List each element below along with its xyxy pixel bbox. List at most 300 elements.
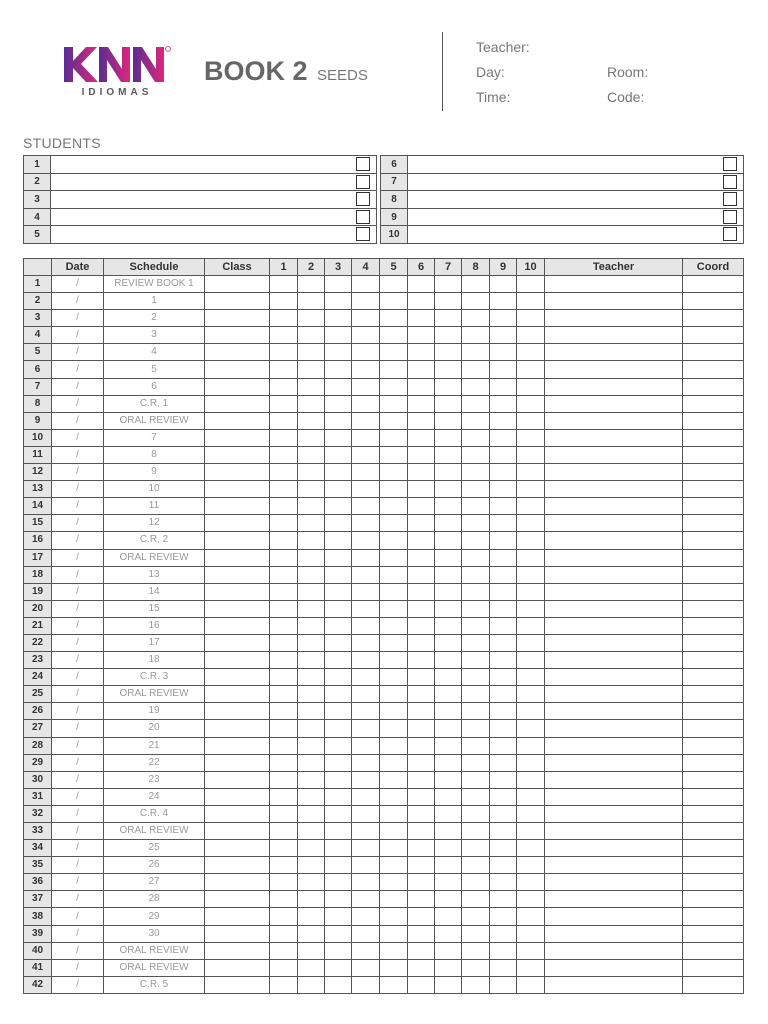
- student-7-attendance-cell[interactable]: [435, 754, 462, 771]
- student-4-attendance-cell[interactable]: [352, 669, 380, 686]
- teacher-cell[interactable]: [545, 959, 683, 976]
- coord-cell[interactable]: [683, 703, 744, 720]
- student-5-attendance-cell[interactable]: [380, 583, 408, 600]
- student-4-attendance-cell[interactable]: [352, 310, 380, 327]
- teacher-cell[interactable]: [545, 771, 683, 788]
- coord-cell[interactable]: [683, 429, 744, 446]
- date-cell[interactable]: /: [52, 720, 104, 737]
- student-6-attendance-cell[interactable]: [408, 276, 435, 293]
- teacher-cell[interactable]: [545, 498, 683, 515]
- coord-cell[interactable]: [683, 874, 744, 891]
- student-6-attendance-cell[interactable]: [408, 361, 435, 378]
- student-7-attendance-cell[interactable]: [435, 344, 462, 361]
- student-2-attendance-cell[interactable]: [298, 754, 325, 771]
- class-cell[interactable]: [205, 395, 270, 412]
- student-name-field[interactable]: [408, 191, 744, 209]
- class-cell[interactable]: [205, 276, 270, 293]
- student-9-attendance-cell[interactable]: [490, 395, 517, 412]
- student-name-field[interactable]: [51, 208, 377, 226]
- student-8-attendance-cell[interactable]: [462, 703, 490, 720]
- student-9-attendance-cell[interactable]: [490, 669, 517, 686]
- student-checkbox[interactable]: [356, 227, 370, 241]
- student-6-attendance-cell[interactable]: [408, 840, 435, 857]
- date-cell[interactable]: /: [52, 344, 104, 361]
- student-3-attendance-cell[interactable]: [325, 515, 352, 532]
- student-3-attendance-cell[interactable]: [325, 891, 352, 908]
- date-cell[interactable]: /: [52, 327, 104, 344]
- student-2-attendance-cell[interactable]: [298, 600, 325, 617]
- student-6-attendance-cell[interactable]: [408, 515, 435, 532]
- student-9-attendance-cell[interactable]: [490, 737, 517, 754]
- student-1-attendance-cell[interactable]: [270, 446, 298, 463]
- student-1-attendance-cell[interactable]: [270, 720, 298, 737]
- date-cell[interactable]: /: [52, 481, 104, 498]
- student-name-field[interactable]: [51, 226, 377, 244]
- date-cell[interactable]: /: [52, 686, 104, 703]
- student-4-attendance-cell[interactable]: [352, 293, 380, 310]
- student-8-attendance-cell[interactable]: [462, 583, 490, 600]
- student-4-attendance-cell[interactable]: [352, 634, 380, 651]
- student-8-attendance-cell[interactable]: [462, 840, 490, 857]
- student-6-attendance-cell[interactable]: [408, 874, 435, 891]
- student-8-attendance-cell[interactable]: [462, 976, 490, 993]
- student-5-attendance-cell[interactable]: [380, 361, 408, 378]
- coord-cell[interactable]: [683, 737, 744, 754]
- teacher-cell[interactable]: [545, 908, 683, 925]
- student-9-attendance-cell[interactable]: [490, 515, 517, 532]
- student-9-attendance-cell[interactable]: [490, 327, 517, 344]
- student-4-attendance-cell[interactable]: [352, 549, 380, 566]
- date-cell[interactable]: /: [52, 823, 104, 840]
- student-5-attendance-cell[interactable]: [380, 959, 408, 976]
- student-9-attendance-cell[interactable]: [490, 754, 517, 771]
- student-2-attendance-cell[interactable]: [298, 549, 325, 566]
- student-1-attendance-cell[interactable]: [270, 840, 298, 857]
- student-2-attendance-cell[interactable]: [298, 959, 325, 976]
- student-5-attendance-cell[interactable]: [380, 703, 408, 720]
- student-3-attendance-cell[interactable]: [325, 583, 352, 600]
- coord-cell[interactable]: [683, 412, 744, 429]
- student-2-attendance-cell[interactable]: [298, 686, 325, 703]
- student-3-attendance-cell[interactable]: [325, 737, 352, 754]
- student-5-attendance-cell[interactable]: [380, 378, 408, 395]
- coord-cell[interactable]: [683, 310, 744, 327]
- student-4-attendance-cell[interactable]: [352, 652, 380, 669]
- student-10-attendance-cell[interactable]: [517, 600, 545, 617]
- student-7-attendance-cell[interactable]: [435, 310, 462, 327]
- student-1-attendance-cell[interactable]: [270, 464, 298, 481]
- teacher-cell[interactable]: [545, 737, 683, 754]
- coord-cell[interactable]: [683, 532, 744, 549]
- date-cell[interactable]: /: [52, 788, 104, 805]
- student-4-attendance-cell[interactable]: [352, 429, 380, 446]
- student-8-attendance-cell[interactable]: [462, 293, 490, 310]
- student-1-attendance-cell[interactable]: [270, 805, 298, 822]
- student-5-attendance-cell[interactable]: [380, 720, 408, 737]
- student-10-attendance-cell[interactable]: [517, 634, 545, 651]
- student-2-attendance-cell[interactable]: [298, 515, 325, 532]
- student-6-attendance-cell[interactable]: [408, 429, 435, 446]
- student-9-attendance-cell[interactable]: [490, 566, 517, 583]
- student-1-attendance-cell[interactable]: [270, 293, 298, 310]
- student-6-attendance-cell[interactable]: [408, 976, 435, 993]
- student-5-attendance-cell[interactable]: [380, 857, 408, 874]
- student-9-attendance-cell[interactable]: [490, 788, 517, 805]
- student-10-attendance-cell[interactable]: [517, 446, 545, 463]
- teacher-cell[interactable]: [545, 617, 683, 634]
- student-2-attendance-cell[interactable]: [298, 703, 325, 720]
- student-1-attendance-cell[interactable]: [270, 669, 298, 686]
- student-5-attendance-cell[interactable]: [380, 652, 408, 669]
- student-7-attendance-cell[interactable]: [435, 378, 462, 395]
- student-4-attendance-cell[interactable]: [352, 600, 380, 617]
- date-cell[interactable]: /: [52, 703, 104, 720]
- student-2-attendance-cell[interactable]: [298, 925, 325, 942]
- coord-cell[interactable]: [683, 515, 744, 532]
- class-cell[interactable]: [205, 652, 270, 669]
- student-3-attendance-cell[interactable]: [325, 276, 352, 293]
- student-7-attendance-cell[interactable]: [435, 652, 462, 669]
- student-6-attendance-cell[interactable]: [408, 669, 435, 686]
- class-cell[interactable]: [205, 532, 270, 549]
- student-1-attendance-cell[interactable]: [270, 652, 298, 669]
- teacher-cell[interactable]: [545, 276, 683, 293]
- student-9-attendance-cell[interactable]: [490, 959, 517, 976]
- class-cell[interactable]: [205, 857, 270, 874]
- student-4-attendance-cell[interactable]: [352, 925, 380, 942]
- student-name-field[interactable]: [51, 156, 377, 174]
- student-1-attendance-cell[interactable]: [270, 344, 298, 361]
- date-cell[interactable]: /: [52, 959, 104, 976]
- student-1-attendance-cell[interactable]: [270, 378, 298, 395]
- student-checkbox[interactable]: [356, 175, 370, 189]
- student-9-attendance-cell[interactable]: [490, 293, 517, 310]
- student-2-attendance-cell[interactable]: [298, 891, 325, 908]
- date-cell[interactable]: /: [52, 908, 104, 925]
- student-2-attendance-cell[interactable]: [298, 429, 325, 446]
- student-8-attendance-cell[interactable]: [462, 754, 490, 771]
- teacher-cell[interactable]: [545, 788, 683, 805]
- student-1-attendance-cell[interactable]: [270, 361, 298, 378]
- teacher-cell[interactable]: [545, 378, 683, 395]
- student-8-attendance-cell[interactable]: [462, 464, 490, 481]
- student-10-attendance-cell[interactable]: [517, 857, 545, 874]
- coord-cell[interactable]: [683, 652, 744, 669]
- student-name-field[interactable]: [408, 156, 744, 174]
- teacher-cell[interactable]: [545, 293, 683, 310]
- student-2-attendance-cell[interactable]: [298, 378, 325, 395]
- student-8-attendance-cell[interactable]: [462, 600, 490, 617]
- date-cell[interactable]: /: [52, 515, 104, 532]
- date-cell[interactable]: /: [52, 498, 104, 515]
- student-7-attendance-cell[interactable]: [435, 891, 462, 908]
- student-6-attendance-cell[interactable]: [408, 857, 435, 874]
- teacher-cell[interactable]: [545, 942, 683, 959]
- student-8-attendance-cell[interactable]: [462, 378, 490, 395]
- date-cell[interactable]: /: [52, 805, 104, 822]
- student-10-attendance-cell[interactable]: [517, 891, 545, 908]
- date-cell[interactable]: /: [52, 840, 104, 857]
- student-1-attendance-cell[interactable]: [270, 857, 298, 874]
- teacher-cell[interactable]: [545, 549, 683, 566]
- student-3-attendance-cell[interactable]: [325, 464, 352, 481]
- class-cell[interactable]: [205, 754, 270, 771]
- student-9-attendance-cell[interactable]: [490, 276, 517, 293]
- student-3-attendance-cell[interactable]: [325, 361, 352, 378]
- coord-cell[interactable]: [683, 891, 744, 908]
- coord-cell[interactable]: [683, 976, 744, 993]
- student-8-attendance-cell[interactable]: [462, 361, 490, 378]
- student-name-field[interactable]: [51, 191, 377, 209]
- student-6-attendance-cell[interactable]: [408, 634, 435, 651]
- student-5-attendance-cell[interactable]: [380, 566, 408, 583]
- student-5-attendance-cell[interactable]: [380, 908, 408, 925]
- student-1-attendance-cell[interactable]: [270, 874, 298, 891]
- student-3-attendance-cell[interactable]: [325, 378, 352, 395]
- student-1-attendance-cell[interactable]: [270, 754, 298, 771]
- student-3-attendance-cell[interactable]: [325, 481, 352, 498]
- student-7-attendance-cell[interactable]: [435, 361, 462, 378]
- student-7-attendance-cell[interactable]: [435, 532, 462, 549]
- student-3-attendance-cell[interactable]: [325, 720, 352, 737]
- student-7-attendance-cell[interactable]: [435, 549, 462, 566]
- class-cell[interactable]: [205, 464, 270, 481]
- student-10-attendance-cell[interactable]: [517, 703, 545, 720]
- student-4-attendance-cell[interactable]: [352, 771, 380, 788]
- student-2-attendance-cell[interactable]: [298, 634, 325, 651]
- coord-cell[interactable]: [683, 378, 744, 395]
- student-10-attendance-cell[interactable]: [517, 464, 545, 481]
- student-3-attendance-cell[interactable]: [325, 823, 352, 840]
- student-9-attendance-cell[interactable]: [490, 840, 517, 857]
- student-3-attendance-cell[interactable]: [325, 532, 352, 549]
- student-6-attendance-cell[interactable]: [408, 788, 435, 805]
- student-10-attendance-cell[interactable]: [517, 412, 545, 429]
- student-10-attendance-cell[interactable]: [517, 276, 545, 293]
- student-7-attendance-cell[interactable]: [435, 446, 462, 463]
- student-7-attendance-cell[interactable]: [435, 276, 462, 293]
- student-7-attendance-cell[interactable]: [435, 395, 462, 412]
- student-10-attendance-cell[interactable]: [517, 874, 545, 891]
- student-6-attendance-cell[interactable]: [408, 310, 435, 327]
- coord-cell[interactable]: [683, 327, 744, 344]
- student-9-attendance-cell[interactable]: [490, 498, 517, 515]
- student-10-attendance-cell[interactable]: [517, 617, 545, 634]
- coord-cell[interactable]: [683, 583, 744, 600]
- student-6-attendance-cell[interactable]: [408, 823, 435, 840]
- student-8-attendance-cell[interactable]: [462, 446, 490, 463]
- student-4-attendance-cell[interactable]: [352, 464, 380, 481]
- student-5-attendance-cell[interactable]: [380, 823, 408, 840]
- student-6-attendance-cell[interactable]: [408, 378, 435, 395]
- student-6-attendance-cell[interactable]: [408, 344, 435, 361]
- student-3-attendance-cell[interactable]: [325, 925, 352, 942]
- coord-cell[interactable]: [683, 549, 744, 566]
- student-4-attendance-cell[interactable]: [352, 959, 380, 976]
- class-cell[interactable]: [205, 412, 270, 429]
- student-1-attendance-cell[interactable]: [270, 617, 298, 634]
- student-6-attendance-cell[interactable]: [408, 908, 435, 925]
- student-6-attendance-cell[interactable]: [408, 754, 435, 771]
- student-9-attendance-cell[interactable]: [490, 378, 517, 395]
- class-cell[interactable]: [205, 925, 270, 942]
- teacher-cell[interactable]: [545, 361, 683, 378]
- student-5-attendance-cell[interactable]: [380, 840, 408, 857]
- date-cell[interactable]: /: [52, 549, 104, 566]
- class-cell[interactable]: [205, 515, 270, 532]
- student-10-attendance-cell[interactable]: [517, 378, 545, 395]
- coord-cell[interactable]: [683, 634, 744, 651]
- student-2-attendance-cell[interactable]: [298, 805, 325, 822]
- class-cell[interactable]: [205, 361, 270, 378]
- coord-cell[interactable]: [683, 771, 744, 788]
- class-cell[interactable]: [205, 669, 270, 686]
- student-7-attendance-cell[interactable]: [435, 703, 462, 720]
- teacher-cell[interactable]: [545, 703, 683, 720]
- teacher-cell[interactable]: [545, 412, 683, 429]
- student-7-attendance-cell[interactable]: [435, 857, 462, 874]
- coord-cell[interactable]: [683, 566, 744, 583]
- student-1-attendance-cell[interactable]: [270, 498, 298, 515]
- student-1-attendance-cell[interactable]: [270, 959, 298, 976]
- student-3-attendance-cell[interactable]: [325, 686, 352, 703]
- student-3-attendance-cell[interactable]: [325, 976, 352, 993]
- student-9-attendance-cell[interactable]: [490, 703, 517, 720]
- teacher-cell[interactable]: [545, 464, 683, 481]
- student-2-attendance-cell[interactable]: [298, 498, 325, 515]
- coord-cell[interactable]: [683, 446, 744, 463]
- student-2-attendance-cell[interactable]: [298, 412, 325, 429]
- class-cell[interactable]: [205, 908, 270, 925]
- student-4-attendance-cell[interactable]: [352, 942, 380, 959]
- date-cell[interactable]: /: [52, 293, 104, 310]
- date-cell[interactable]: /: [52, 634, 104, 651]
- teacher-cell[interactable]: [545, 652, 683, 669]
- student-6-attendance-cell[interactable]: [408, 498, 435, 515]
- student-9-attendance-cell[interactable]: [490, 976, 517, 993]
- student-6-attendance-cell[interactable]: [408, 481, 435, 498]
- student-5-attendance-cell[interactable]: [380, 634, 408, 651]
- date-cell[interactable]: /: [52, 874, 104, 891]
- student-7-attendance-cell[interactable]: [435, 686, 462, 703]
- student-10-attendance-cell[interactable]: [517, 293, 545, 310]
- coord-cell[interactable]: [683, 395, 744, 412]
- teacher-cell[interactable]: [545, 925, 683, 942]
- student-name-field[interactable]: [408, 173, 744, 191]
- student-10-attendance-cell[interactable]: [517, 959, 545, 976]
- student-8-attendance-cell[interactable]: [462, 652, 490, 669]
- date-cell[interactable]: /: [52, 652, 104, 669]
- student-4-attendance-cell[interactable]: [352, 805, 380, 822]
- student-9-attendance-cell[interactable]: [490, 600, 517, 617]
- student-7-attendance-cell[interactable]: [435, 959, 462, 976]
- class-cell[interactable]: [205, 720, 270, 737]
- date-cell[interactable]: /: [52, 378, 104, 395]
- class-cell[interactable]: [205, 481, 270, 498]
- student-7-attendance-cell[interactable]: [435, 976, 462, 993]
- student-3-attendance-cell[interactable]: [325, 327, 352, 344]
- student-1-attendance-cell[interactable]: [270, 976, 298, 993]
- student-9-attendance-cell[interactable]: [490, 344, 517, 361]
- student-5-attendance-cell[interactable]: [380, 276, 408, 293]
- student-3-attendance-cell[interactable]: [325, 344, 352, 361]
- student-5-attendance-cell[interactable]: [380, 617, 408, 634]
- student-6-attendance-cell[interactable]: [408, 805, 435, 822]
- student-5-attendance-cell[interactable]: [380, 395, 408, 412]
- student-2-attendance-cell[interactable]: [298, 327, 325, 344]
- student-2-attendance-cell[interactable]: [298, 464, 325, 481]
- coord-cell[interactable]: [683, 754, 744, 771]
- teacher-cell[interactable]: [545, 805, 683, 822]
- teacher-cell[interactable]: [545, 446, 683, 463]
- student-7-attendance-cell[interactable]: [435, 823, 462, 840]
- coord-cell[interactable]: [683, 823, 744, 840]
- student-6-attendance-cell[interactable]: [408, 583, 435, 600]
- student-5-attendance-cell[interactable]: [380, 327, 408, 344]
- student-8-attendance-cell[interactable]: [462, 395, 490, 412]
- student-7-attendance-cell[interactable]: [435, 771, 462, 788]
- coord-cell[interactable]: [683, 361, 744, 378]
- student-4-attendance-cell[interactable]: [352, 276, 380, 293]
- student-1-attendance-cell[interactable]: [270, 276, 298, 293]
- date-cell[interactable]: /: [52, 583, 104, 600]
- coord-cell[interactable]: [683, 686, 744, 703]
- student-3-attendance-cell[interactable]: [325, 498, 352, 515]
- student-9-attendance-cell[interactable]: [490, 891, 517, 908]
- student-10-attendance-cell[interactable]: [517, 720, 545, 737]
- student-4-attendance-cell[interactable]: [352, 498, 380, 515]
- student-2-attendance-cell[interactable]: [298, 481, 325, 498]
- coord-cell[interactable]: [683, 293, 744, 310]
- teacher-cell[interactable]: [545, 515, 683, 532]
- student-10-attendance-cell[interactable]: [517, 515, 545, 532]
- student-4-attendance-cell[interactable]: [352, 361, 380, 378]
- student-3-attendance-cell[interactable]: [325, 446, 352, 463]
- student-5-attendance-cell[interactable]: [380, 891, 408, 908]
- student-8-attendance-cell[interactable]: [462, 515, 490, 532]
- student-4-attendance-cell[interactable]: [352, 857, 380, 874]
- student-10-attendance-cell[interactable]: [517, 771, 545, 788]
- student-7-attendance-cell[interactable]: [435, 874, 462, 891]
- teacher-cell[interactable]: [545, 583, 683, 600]
- student-3-attendance-cell[interactable]: [325, 412, 352, 429]
- student-9-attendance-cell[interactable]: [490, 942, 517, 959]
- student-5-attendance-cell[interactable]: [380, 481, 408, 498]
- student-9-attendance-cell[interactable]: [490, 908, 517, 925]
- student-9-attendance-cell[interactable]: [490, 412, 517, 429]
- coord-cell[interactable]: [683, 908, 744, 925]
- student-6-attendance-cell[interactable]: [408, 327, 435, 344]
- student-5-attendance-cell[interactable]: [380, 310, 408, 327]
- student-10-attendance-cell[interactable]: [517, 737, 545, 754]
- student-8-attendance-cell[interactable]: [462, 959, 490, 976]
- student-8-attendance-cell[interactable]: [462, 549, 490, 566]
- student-4-attendance-cell[interactable]: [352, 412, 380, 429]
- student-1-attendance-cell[interactable]: [270, 515, 298, 532]
- class-cell[interactable]: [205, 446, 270, 463]
- date-cell[interactable]: /: [52, 412, 104, 429]
- date-cell[interactable]: /: [52, 310, 104, 327]
- teacher-cell[interactable]: [545, 310, 683, 327]
- class-cell[interactable]: [205, 378, 270, 395]
- student-1-attendance-cell[interactable]: [270, 634, 298, 651]
- coord-cell[interactable]: [683, 276, 744, 293]
- student-10-attendance-cell[interactable]: [517, 344, 545, 361]
- student-3-attendance-cell[interactable]: [325, 652, 352, 669]
- student-8-attendance-cell[interactable]: [462, 498, 490, 515]
- teacher-cell[interactable]: [545, 720, 683, 737]
- student-4-attendance-cell[interactable]: [352, 737, 380, 754]
